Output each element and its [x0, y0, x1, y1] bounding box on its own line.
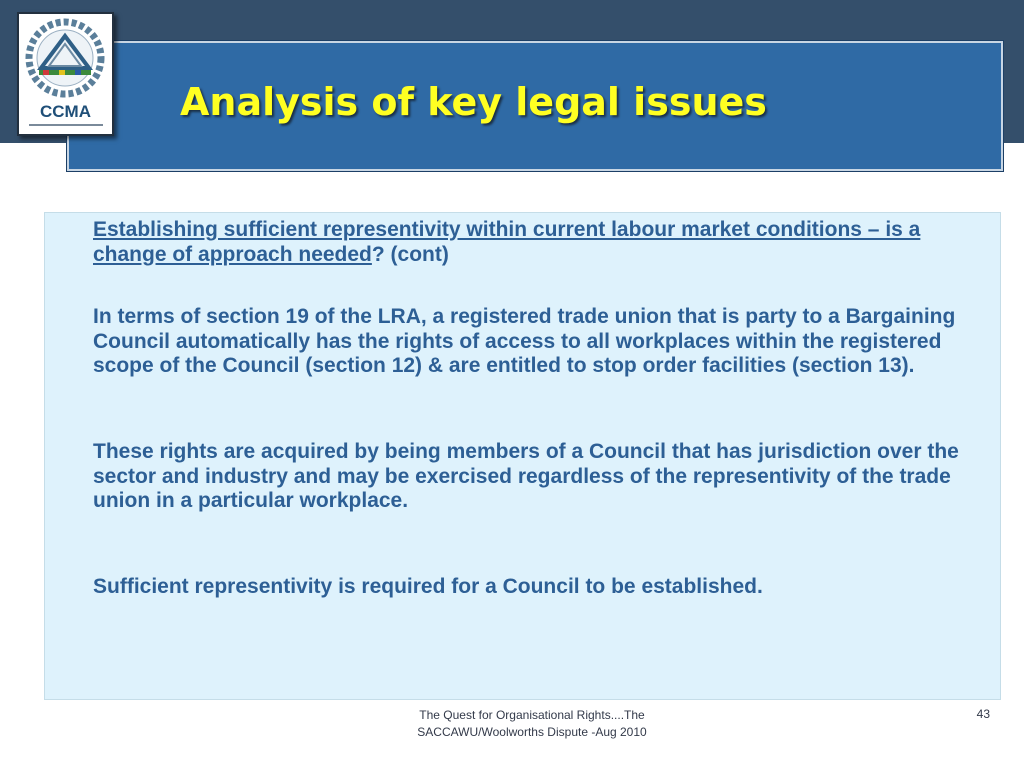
- paragraph-sufficient-representivity: Sufficient representivity is required for a Council to be established.: [93, 575, 763, 598]
- heading-suffix: ? (cont): [371, 242, 449, 266]
- ccma-logo-icon: [19, 14, 112, 102]
- logo-subtitle-rule: [29, 124, 103, 126]
- slide-title: Analysis of key legal issues: [180, 80, 767, 124]
- section-heading: [93, 218, 988, 267]
- footer-line-1: The Quest for Organisational Rights....The: [419, 708, 645, 722]
- page-number: 43: [976, 707, 990, 721]
- slide-footer: [382, 707, 682, 741]
- paragraph-rights-acquired: These rights are acquired by being members of a Council that has jurisdiction over the sector and industry and may be exercised regardless of the representivity of the trade union in a particular workplace.: [93, 440, 959, 512]
- heading-link[interactable]: Establishing sufficient representivity within current labour market conditions – is a change of approach needed: [93, 218, 921, 266]
- ccma-logo: [17, 12, 114, 136]
- paragraph-section-19: In terms of section 19 of the LRA, a registered trade union that is party to a Bargaining Council automatically has the rights of access to all workplaces within the registered scope of the Council (section 12) & are entitled to stop order facilities (section 13).: [93, 305, 956, 377]
- logo-label: CCMA: [40, 102, 91, 121]
- footer-line-2: SACCAWU/Woolworths Dispute -Aug 2010: [417, 725, 647, 739]
